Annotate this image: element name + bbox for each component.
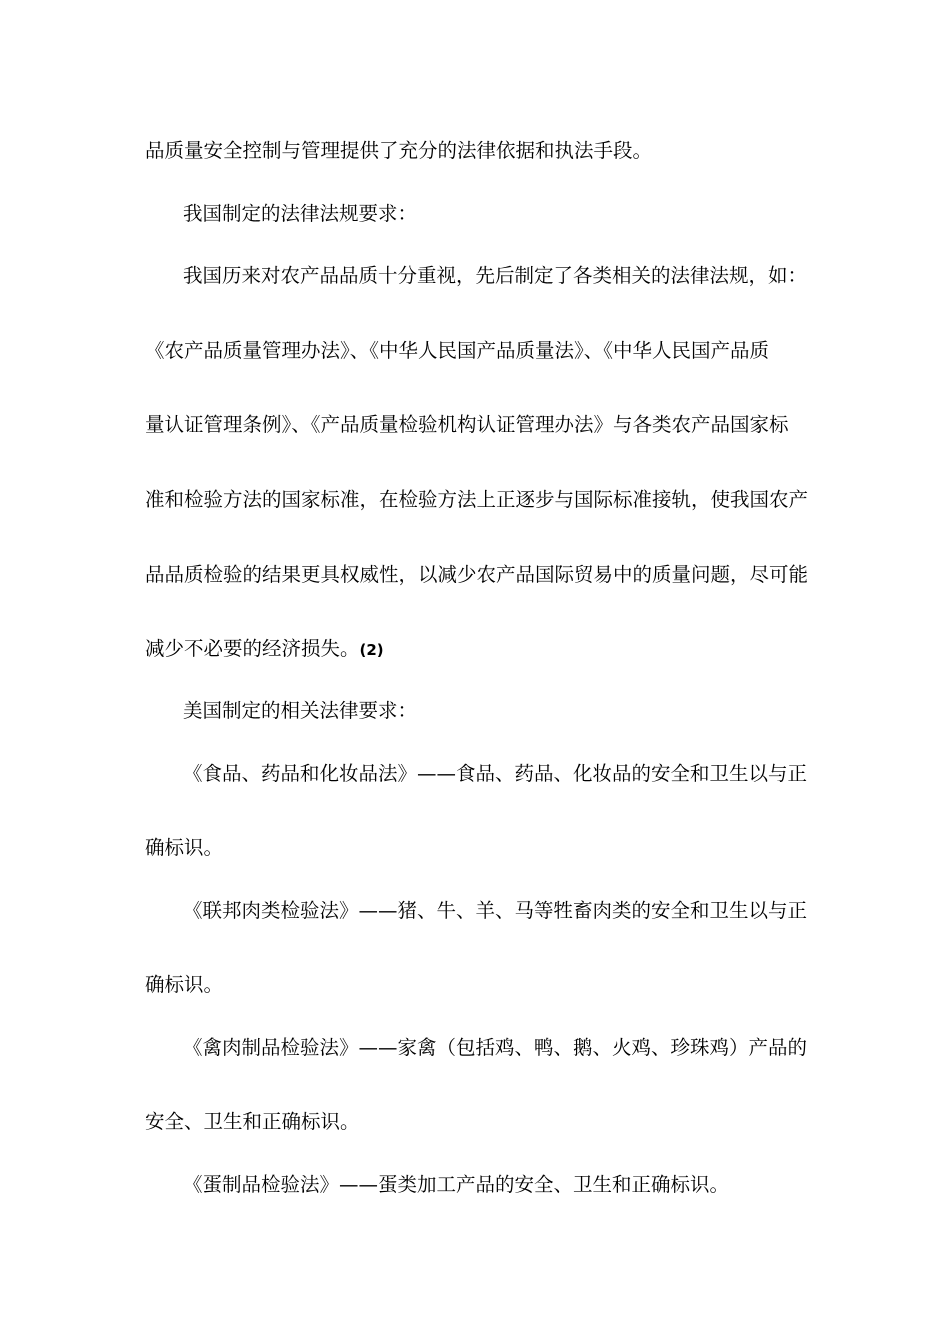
law-item-line: 确标识。: [145, 836, 224, 859]
citation-marker: (2): [359, 641, 384, 659]
paragraph-text: 减少不必要的经济损失。: [145, 637, 360, 660]
paragraph-line: 《农产品质量管理办法》、《中华人民国产品质量法》、《中华人民国产品质: [145, 339, 770, 362]
paragraph-line: [145, 637, 805, 662]
section-heading-china: 我国制定的法律法规要求：: [183, 202, 418, 225]
law-item-line: 《禽肉制品检验法》——家禽（包括鸡、鸭、鹅、火鸡、珍珠鸡）产品的: [183, 1036, 808, 1059]
paragraph-line: 量认证管理条例》、《产品质量检验机构认证管理办法》与各类农产品国家标: [145, 413, 789, 436]
law-item-line: 《食品、药品和化妆品法》——食品、药品、化妆品的安全和卫生以与正: [183, 762, 808, 785]
law-item-line: 《联邦肉类检验法》——猪、牛、羊、马等牲畜肉类的安全和卫生以与正: [183, 899, 808, 922]
law-item-line: 确标识。: [145, 973, 224, 996]
paragraph-line: 品品质检验的结果更具权威性，以减少农产品国际贸易中的质量问题，尽可能: [145, 563, 809, 586]
law-item-line: 安全、卫生和正确标识。: [145, 1110, 360, 1133]
paragraph-line: 品质量安全控制与管理提供了充分的法律依据和执法手段。: [145, 139, 653, 162]
law-item-line: 《蛋制品检验法》——蛋类加工产品的安全、卫生和正确标识。: [183, 1173, 730, 1196]
paragraph-line: 准和检验方法的国家标准，在检验方法上正逐步与国际标准接轨，使我国农产: [145, 488, 809, 511]
paragraph-line: 我国历来对农产品品质十分重视，先后制定了各类相关的法律法规，如：: [183, 264, 808, 287]
section-heading-usa: 美国制定的相关法律要求：: [183, 699, 418, 722]
